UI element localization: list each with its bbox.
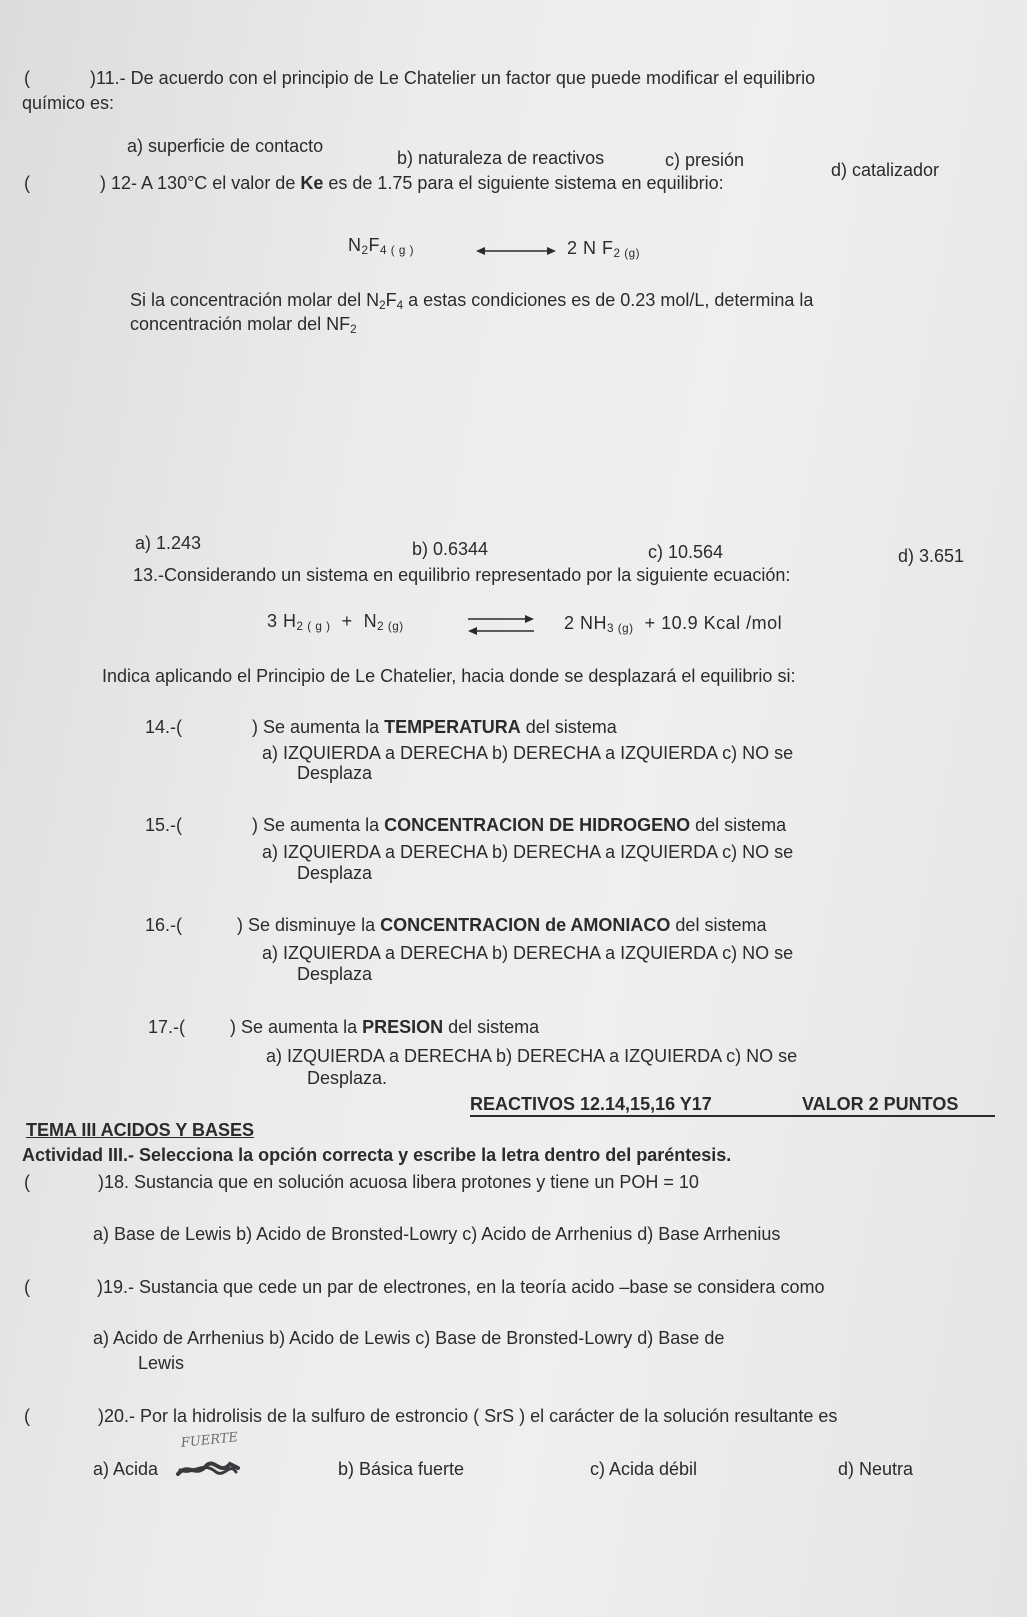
q20-option-a: a) Acida bbox=[93, 1459, 159, 1479]
reactivos-label: REACTIVOS 12.14,15,16 Y17 bbox=[470, 1094, 712, 1114]
t: Si la concentración molar del N bbox=[130, 290, 380, 310]
equilibrium-arrows-icon bbox=[468, 614, 534, 636]
q12-option-b: b) 0.6344 bbox=[412, 539, 489, 559]
t: 16.-( bbox=[145, 915, 183, 935]
q18-line bbox=[24, 1172, 699, 1193]
sub: 2 bbox=[350, 322, 357, 336]
handwritten-annotation: FUERTE bbox=[180, 1430, 239, 1451]
q18-options: a) Base de Lewis b) Acido de Bronsted-Lowry c) Acido de Arrhenius d) Base Arrhenius bbox=[93, 1224, 781, 1244]
q11-paren: ( bbox=[24, 68, 30, 88]
q12-mid: el valor de bbox=[207, 173, 301, 193]
q13-indica: Indica aplicando el Principio de Le Chatelier, hacia donde se desplazará el equilibrio si: bbox=[102, 666, 796, 686]
q15-options: a) IZQUIERDA a DERECHA b) DERECHA a IZQUIERDA c) NO se bbox=[262, 842, 794, 862]
q12-equation-left bbox=[348, 235, 414, 257]
q11-line2: químico es: bbox=[22, 93, 115, 113]
q13-equation-left bbox=[267, 611, 404, 633]
eq-sub: 2 (g) bbox=[613, 246, 641, 260]
t: )20.- Por la hidrolisis de la sulfuro de estroncio ( SrS ) el carácter de la solución resultante es bbox=[98, 1406, 838, 1426]
q12-equation-right bbox=[567, 238, 640, 260]
t: del sistema bbox=[443, 1017, 540, 1037]
q16-options: a) IZQUIERDA a DERECHA b) DERECHA a IZQUIERDA c) NO se bbox=[262, 943, 794, 963]
t: del sistema bbox=[520, 717, 617, 737]
q14-options: a) IZQUIERDA a DERECHA b) DERECHA a IZQUIERDA c) NO se bbox=[262, 743, 794, 763]
t: CONCENTRACION de AMONIACO bbox=[380, 915, 671, 935]
q14-desplaza: Desplaza bbox=[297, 763, 373, 783]
q12-text1 bbox=[130, 290, 813, 312]
q17-desplaza: Desplaza. bbox=[307, 1068, 388, 1088]
q20-option-b: b) Básica fuerte bbox=[338, 1459, 465, 1479]
t: ) Se aumenta la bbox=[230, 1017, 363, 1037]
tema-title: TEMA III ACIDOS Y BASES bbox=[26, 1120, 255, 1140]
q15-line bbox=[145, 815, 786, 836]
actividad-title: Actividad III.- Selecciona la opción correcta y escribe la letra dentro del paréntesis. bbox=[22, 1145, 732, 1165]
q20-line bbox=[24, 1406, 837, 1427]
t: )19.- Sustancia que cede un par de electrones, en la teoría acido –base se considera como bbox=[97, 1277, 825, 1297]
t: del sistema bbox=[670, 915, 767, 935]
t: N bbox=[363, 611, 378, 631]
t: ( bbox=[24, 1406, 30, 1426]
valor-label: VALOR 2 PUNTOS bbox=[802, 1094, 959, 1114]
poh-value: POH = 10 bbox=[619, 1172, 699, 1192]
q12-option-c: c) 10.564 bbox=[648, 542, 724, 562]
eq-f: F bbox=[368, 235, 381, 255]
q17-line bbox=[148, 1017, 539, 1038]
q13-text: 13.-Considerando un sistema en equilibrio representado por la siguiente ecuación: bbox=[133, 565, 791, 585]
sub: 2 ( g ) bbox=[296, 619, 331, 633]
q19-options-line2: Lewis bbox=[138, 1353, 185, 1373]
t: + bbox=[341, 611, 353, 631]
q11-option-c: c) presión bbox=[665, 150, 745, 170]
t: 15.-( bbox=[145, 815, 183, 835]
q12-prefix: ) 12- A bbox=[100, 173, 158, 193]
q12-option-d: d) 3.651 bbox=[898, 546, 965, 566]
t: del sistema bbox=[690, 815, 787, 835]
eq-sub: 2 bbox=[361, 243, 369, 257]
q14-line bbox=[145, 717, 617, 738]
t: PRESION bbox=[362, 1017, 444, 1037]
q11-line1 bbox=[24, 68, 815, 89]
t: CONCENTRACION DE HIDROGENO bbox=[384, 815, 691, 835]
reactivos-underline bbox=[470, 1115, 995, 1117]
q19-options: a) Acido de Arrhenius b) Acido de Lewis c) Base de Bronsted-Lowry d) Base de bbox=[93, 1328, 725, 1348]
q20-option-c: c) Acida débil bbox=[590, 1459, 698, 1479]
q16-desplaza: Desplaza bbox=[297, 964, 373, 984]
eq-sub: 4 ( g ) bbox=[380, 243, 415, 257]
q12-ke: Ke bbox=[300, 173, 324, 193]
q12-text2 bbox=[130, 314, 357, 336]
q15-desplaza: Desplaza bbox=[297, 863, 373, 883]
q12-paren: ( bbox=[24, 173, 30, 193]
q11-text: )11.- De acuerdo con el principio de Le Chatelier un factor que puede modificar el equilibrio bbox=[90, 68, 816, 88]
t: F bbox=[385, 290, 397, 310]
t: a estas condiciones es de 0.23 mol/L, determina la bbox=[403, 290, 814, 310]
q11-option-b: b) naturaleza de reactivos bbox=[397, 148, 605, 168]
q17-options: a) IZQUIERDA a DERECHA b) DERECHA a IZQUIERDA c) NO se bbox=[266, 1046, 798, 1066]
t: TEMPERATURA bbox=[384, 717, 521, 737]
t: ) Se disminuye la bbox=[237, 915, 381, 935]
double-arrow-icon bbox=[476, 246, 556, 256]
q11-option-a: a) superficie de contacto bbox=[127, 136, 324, 156]
t: 2 NH bbox=[564, 613, 608, 633]
t: + 10.9 Kcal /mol bbox=[644, 613, 783, 633]
t: concentración molar del NF bbox=[130, 314, 351, 334]
t: 14.-( bbox=[145, 717, 183, 737]
t: 3 H bbox=[267, 611, 297, 631]
t: )18. Sustancia que en solución acuosa libera protones y tiene un bbox=[98, 1172, 620, 1192]
sub: 2 (g) bbox=[377, 619, 404, 633]
q12-suffix: es de 1.75 para el siguiente sistema en equilibrio: bbox=[323, 173, 724, 193]
sub: 3 (g) bbox=[607, 621, 634, 635]
q13-equation-right bbox=[564, 613, 782, 635]
q12-temp: 130°C bbox=[157, 173, 208, 193]
scribble-mark-icon bbox=[176, 1458, 240, 1480]
sub: 2 bbox=[379, 298, 386, 312]
t: 17.-( bbox=[148, 1017, 186, 1037]
q20-option-d: d) Neutra bbox=[838, 1459, 914, 1479]
eq-2nf: 2 N F bbox=[567, 238, 614, 258]
q12-option-a: a) 1.243 bbox=[135, 533, 202, 553]
t: ( bbox=[24, 1277, 30, 1297]
t: ( bbox=[24, 1172, 30, 1192]
q12-line1 bbox=[24, 173, 724, 194]
q11-option-d: d) catalizador bbox=[831, 160, 940, 180]
q16-line bbox=[145, 915, 766, 936]
q19-line bbox=[24, 1277, 824, 1298]
t: ) Se aumenta la bbox=[252, 815, 385, 835]
eq-n: N bbox=[348, 235, 362, 255]
t: ) Se aumenta la bbox=[252, 717, 385, 737]
sub: 4 bbox=[396, 298, 404, 312]
